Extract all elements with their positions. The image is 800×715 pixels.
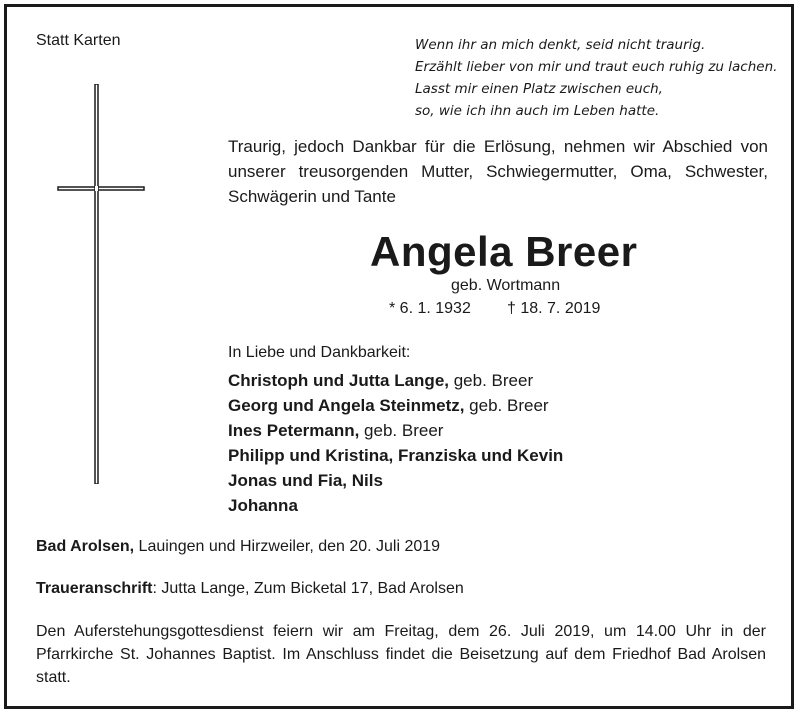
mourner-note: geb. Breer	[464, 396, 549, 415]
mourner-row	[228, 468, 563, 493]
birth-date: * 6. 1. 1932	[389, 300, 471, 317]
poem-line: Lasst mir einen Platz zwischen euch,	[415, 81, 663, 97]
service-notice: Den Auferstehungsgottesdienst feiern wir am Freitag, dem 26. Juli 2019, um 14.00 Uhr in der Pfarrkirche St. Johannes Baptist. Im Anschluss findet die Beisetzung auf dem Friedhof Bad Arolsen statt.	[36, 623, 766, 686]
mourner-row	[228, 393, 563, 418]
mourner-names: Philipp und Kristina, Franziska und Kevin	[228, 446, 564, 465]
mourner-names: Ines Petermann,	[228, 421, 360, 440]
deceased-name: Angela Breer	[370, 228, 638, 275]
poem	[415, 34, 785, 122]
mourner-names: Georg und Angela Steinmetz,	[228, 396, 465, 415]
poem-line: so, wie ich ihn auch im Leben hatte.	[415, 103, 660, 119]
mourning-address	[36, 580, 464, 598]
maiden-name: geb. Wortmann	[451, 277, 561, 294]
place-date-line	[36, 538, 440, 556]
mourner-names: Jonas und Fia, Nils	[228, 471, 383, 490]
mourner-row	[228, 493, 563, 518]
place-date-rest: Lauingen und Hirzweiler, den 20. Juli 2019	[134, 538, 441, 555]
statt-karten-label: Statt Karten	[36, 32, 121, 49]
mourners-list	[228, 368, 563, 518]
death-date: † 18. 7. 2019	[507, 300, 601, 317]
place-name: Bad Arolsen,	[36, 538, 135, 555]
mourner-names: Christoph und Jutta Lange,	[228, 371, 449, 390]
mourners-intro: In Liebe und Dankbarkeit:	[228, 344, 411, 361]
intro-text: Traurig, jedoch Dankbar für die Erlösung, nehmen wir Abschied von unserer treusorgenden Mutter, Schwiegermutter, Oma, Schwester, Schwägerin und Tante	[228, 137, 768, 206]
mourner-names: Johanna	[228, 496, 298, 515]
cross-icon	[56, 84, 146, 484]
poem-line: Wenn ihr an mich denkt, seid nicht traurig.	[415, 37, 706, 53]
poem-line: Erzählt lieber von mir und traut euch ruhig zu lachen.	[415, 59, 778, 75]
mourner-note: geb. Breer	[359, 421, 444, 440]
mourner-row	[228, 443, 563, 468]
mourner-row	[228, 418, 563, 443]
mourning-address-label: Traueranschrift	[36, 580, 153, 597]
mourning-address-value: : Jutta Lange, Zum Bicketal 17, Bad Arolsen	[152, 580, 464, 597]
mourner-row	[228, 368, 563, 393]
mourner-note: geb. Breer	[449, 371, 534, 390]
